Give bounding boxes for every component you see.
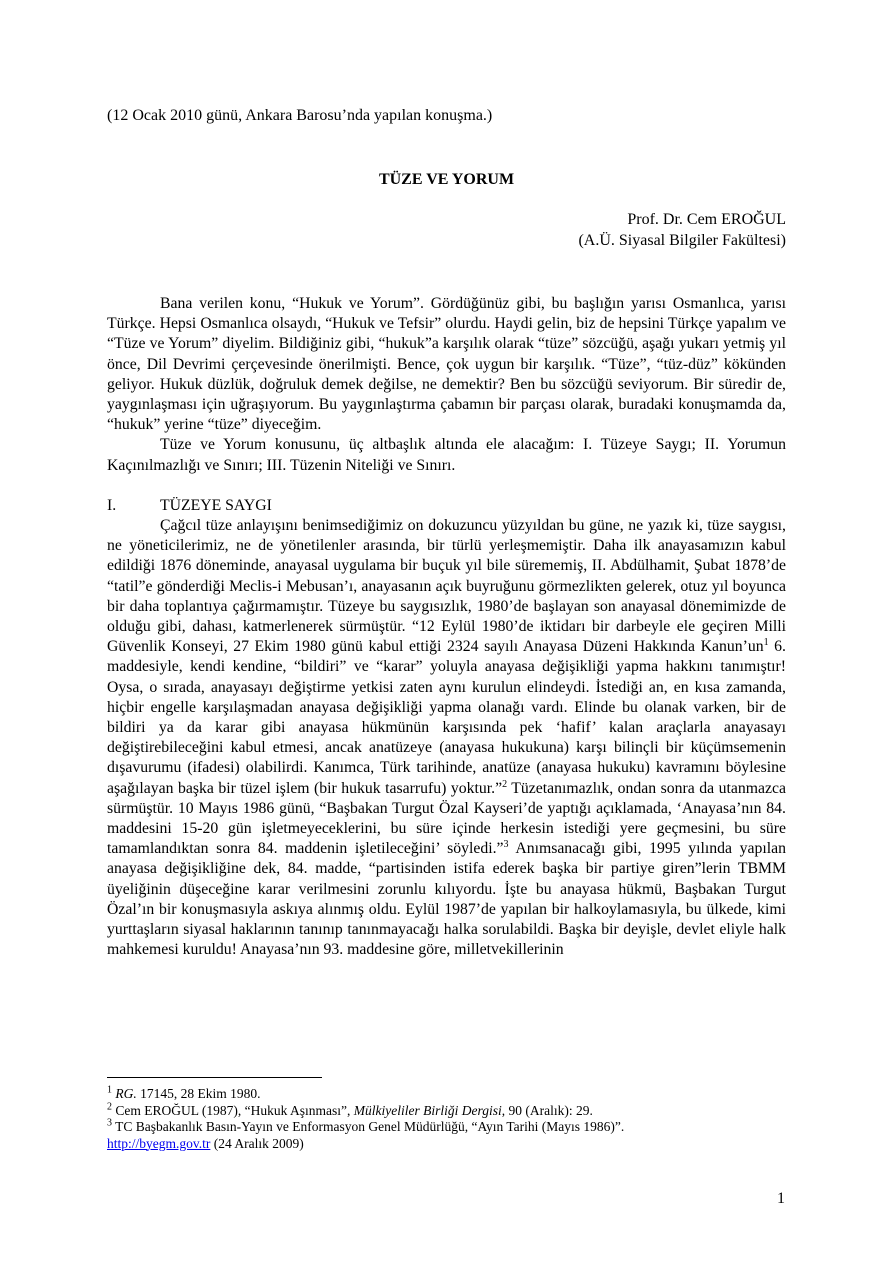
section-number: I. bbox=[107, 496, 117, 514]
footnote-ref-3[interactable]: 3 bbox=[503, 839, 509, 851]
footnote-3-continued bbox=[107, 1136, 787, 1153]
section-text-part-1: Çağcıl tüze anlayışını benimsediğimiz on dokuzuncu yüzyıldan bu güne, ne yazık ki, tüze saygısı, ne yöneticilerimiz, ne de yönetilenler arasında, bir türlü yerleşmemiştir. Daha ilk anayasamızın kabul edildiği 1876 döneminde, anayasal uygulama bir buçuk yıl bile sürememiş, II. Abdülhamit, Şubat 1878’de “tatil”e gönderdiği Meclis-i Mebusan’ı, anayasanın açık buyruğunu görmezlikten gelerek, otuz yıl boyunca bir daha toplantıya çağırmamıştır. Tüzeye bu saygısızlık, 1980’de başlayan son anayasal dönemimizde de olduğu gibi, dahası, katmerlenerek sürmüştür. “12 Eylül 1980’de iktidarı bir darbeyle ele geçiren Milli Güvenlik Konseyi, 27 Ekim 1980 günü kabul ettiği 2324 sayılı Anayasa Düzeni Hakkında Kanun’un bbox=[107, 517, 786, 656]
intro-paragraph-2: Tüze ve Yorum konusunu, üç altbaşlık altında ele alacağım: I. Tüzeye Saygı; II. Yorumun Kaçınılmazlığı ve Sınırı; III. Tüzenin Niteliği ve Sınırı. bbox=[107, 436, 786, 474]
footnote-ref-2[interactable]: 2 bbox=[502, 778, 508, 790]
footnote-2-text: Cem EROĞUL (1987), “Hukuk Aşınması”, bbox=[112, 1102, 354, 1118]
author-name: Prof. Dr. Cem EROĞUL bbox=[627, 211, 786, 228]
footnote-3 bbox=[107, 1119, 787, 1136]
section-paragraph bbox=[107, 516, 786, 960]
section-heading bbox=[107, 496, 786, 516]
footnote-mark-2: 2 bbox=[107, 1101, 112, 1112]
footnote-1 bbox=[107, 1086, 787, 1103]
footnote-mark-1: 1 bbox=[107, 1084, 112, 1096]
section-title: TÜZEYE SAYGI bbox=[160, 496, 272, 514]
intro-paragraph-1: Bana verilen konu, “Hukuk ve Yorum”. Gördüğünüz gibi, bu başlığın yarısı Osmanlıca, yarısı Türkçe. Hepsi Osmanlıca olsaydı, “Hukuk ve Tefsir” olurdu. Haydi gelin, biz de hepsini Türkçe yapalım ve “Tüze ve Yorum” diyelim. Bildiğiniz gibi, “hukuk”a karşılık olarak “tüze” sözcüğü, aşağı yukarı yetmiş yıl önce, Dil Devrimi çerçevesinde önerilmişti. Bence, çok uygun bir karşılık. “Tüze”, “tüz-düz” kökünden geliyor. Hukuk düzlük, doğruluk demek değilse, ne demektir? Ben bu sözcüğü seviyorum. Bir süredir de, yaygınlaşması için uğraşıyorum. Bu yaygınlaştırma çabamın bir parçası olarak, buradaki konuşmamda da, “hukuk” yerine “tüze” diyeceğim. bbox=[107, 295, 786, 434]
document-body bbox=[107, 294, 786, 961]
footnote-1-source: RG. bbox=[115, 1086, 137, 1101]
author-affiliation: (A.Ü. Siyasal Bilgiler Fakültesi) bbox=[578, 231, 786, 249]
footnote-3-link[interactable]: http://byegm.gov.tr bbox=[107, 1135, 211, 1151]
footnote-separator bbox=[107, 1077, 322, 1078]
footnote-ref-1[interactable]: 1 bbox=[763, 637, 769, 648]
section-text-part-4: Anımsanacağı gibi, 1995 yılında yapılan anayasa değişikliğine dek, 84. madde, “partisinden istifa ederek başka bir partiye giren”lerin TBMM üyeliğinin düşeceğine karar verilmesini zorunlu kılıyordu. İşte bu anayasa hükmü, Başbakan Turgut Özal’ın bir konuşmasıyla askıya alınmış oldu. Eylül 1987’de yapılan bir halkoylamasıyla, bu ülkede, kimi yurttaşların siyasal haklarının tanınıp tanınmayacağı halka sorulabildi. Başka bir deyişle, devlet eliyle halk mahkemesi kuruldu! Anayasa’nın 93. maddesine göre, milletvekillerinin bbox=[107, 840, 786, 959]
header-note: (12 Ocak 2010 günü, Ankara Barosu’nda yapılan konuşma.) bbox=[107, 107, 493, 124]
section-text-part-2: 6. maddesiyle, kendi kendine, “bildiri” ve “karar” yoluyla anayasa değişikliği yapma hakkını tanımıştır! Oysa, o sırada, anayasayı değiştirme yetkisi zaten aynı kurulun elindeydi. İstediği an, en kısa zamanda, hiçbir engelle karşılaşmadan anayasa değişikliği yapma olanağı vardı. Elinde bu olanak varken, bir de bildiri ya da karar gibi anayasa hükmünün karşısında pek ‘hafif’ kalan araçlarla anayasayı değiştirebileceğini kabul etmesi, ancak anatüzeye (anayasa hukukuna) karşı bilinçli bir küçümsemenin dışavurumu (ifadesi) olabilirdi. Kanımca, Türk tarihinde, anatüze (anayasa hukuku) kavramını böylesine aşağılayan başka bir tüzel işlem (bir hukuk tasarrufu) yoktur.” bbox=[107, 638, 786, 797]
footnote-2 bbox=[107, 1103, 787, 1120]
document-title: TÜZE VE YORUM bbox=[378, 171, 515, 188]
footnote-3-text: TC Başbakanlık Basın-Yayın ve Enformasyon Genel Müdürlüğü, “Ayın Tarihi (Mayıs 1986)”. bbox=[112, 1119, 625, 1134]
footnote-1-text: 17145, 28 Ekim 1980. bbox=[136, 1086, 261, 1101]
footnote-3-date: (24 Aralık 2009) bbox=[210, 1135, 304, 1151]
footnote-2-journal: Mülkiyeliler Birliği Dergisi bbox=[353, 1102, 502, 1118]
footnotes bbox=[107, 1086, 787, 1152]
author-block bbox=[578, 210, 786, 251]
footnote-mark-3: 3 bbox=[107, 1117, 112, 1129]
footnote-2-details: , 90 (Aralık): 29. bbox=[501, 1102, 593, 1118]
section-text-part-3: Tüzetanımazlık, ondan sonra da utanmazca sürmüştür. 10 Mayıs 1986 günü, “Başbakan Turgut Özal Kayseri’de yaptığı açıklamada, ‘Anayasa’nın 84. maddesini 15-20 gün işletmeyeceklerini, bu süre içinde herkesin istediği yere geçmesini, bu süre tamamlandıktan sonra 84. maddenin işletileceğini’ söyledi.” bbox=[107, 779, 786, 858]
page-number: 1 bbox=[777, 1190, 785, 1207]
